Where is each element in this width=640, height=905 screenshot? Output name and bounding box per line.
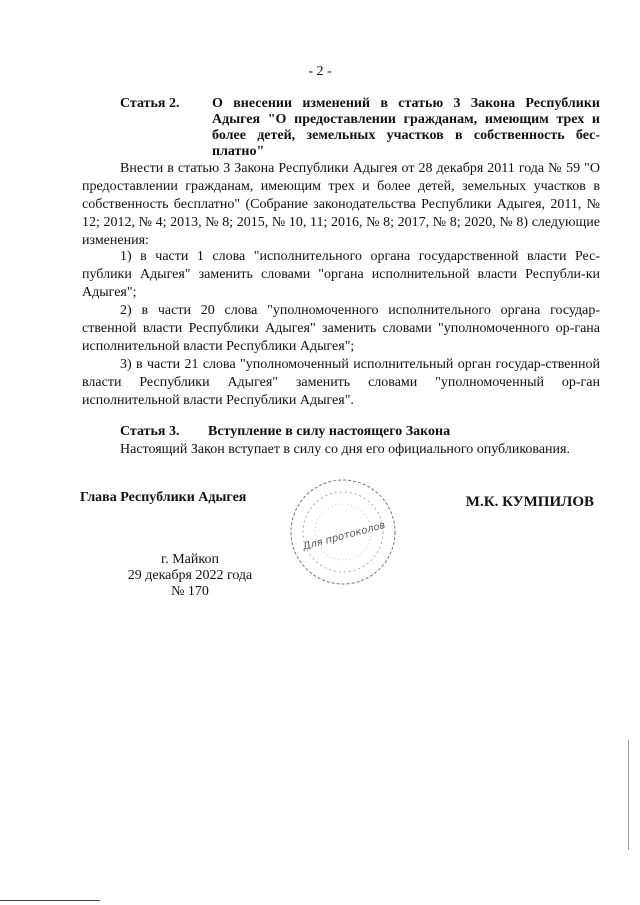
- signer-title: Глава Республики Адыгея: [80, 490, 247, 505]
- article-3-text: Настоящий Закон вступает в силу со дня его официального опубликования.: [120, 442, 570, 457]
- article-2-item-1: 1) в части 1 слова "исполнительного органа государственной власти Рес-публики Адыгея" заменить словами "органа исполнительной власти Республи-ки Адыгея";: [82, 249, 600, 300]
- law-number: № 170: [171, 584, 209, 599]
- article-2-item-3: 3) в части 21 слова "уполномоченный исполнительный орган государ-ственной власти Республики Адыгея" заменить словами "уполномоченный ор-ган исполнительной власти Республики Адыгея".: [82, 357, 600, 408]
- place-date-block: [80, 552, 300, 600]
- office-stamp: [288, 477, 398, 587]
- article-2-title: О внесении изменений в статью 3 Закона Республики Адыгея "О предоставлении гражданам, имеющим трех и более детей, земельных участков в собственность бес-платно": [212, 96, 600, 159]
- signer-name: М.К. КУМПИЛОВ: [465, 494, 594, 510]
- law-date: 29 декабря 2022 года: [127, 568, 253, 583]
- scan-margin-line: [628, 740, 629, 850]
- place-city: г. Майкоп: [161, 552, 219, 567]
- stamp-text: Для протоколов: [301, 520, 387, 553]
- article-2-heading: [82, 96, 602, 160]
- article-3-heading: [82, 424, 602, 440]
- article-2-item-2: 2) в части 20 слова "уполномоченного исполнительного органа государ-ственной власти Республики Адыгея" заменить словами "уполномоченного ор-гана исполнительной власти Республики Адыгея";: [82, 303, 600, 354]
- article-3-title: Вступление в силу настоящего Закона: [208, 424, 451, 439]
- page-number: - 2 -: [308, 64, 332, 79]
- article-2-label: Статья 2.: [120, 96, 180, 111]
- article-2-intro: Внести в статью 3 Закона Республики Адыгея от 28 декабря 2011 года № 59 "О предоставлении гражданам, имеющим трех и более детей, земельных участков в собственность бесплатно" (Собрание законодательства Республики Адыгея, 2011, № 12; 2012, № 4; 2013, № 8; 2015, № 10, 11; 2016, № 8; 2017, № 8; 2020, № 8) следующие изменения:: [82, 161, 600, 248]
- article-3-label: Статья 3.: [120, 424, 180, 439]
- footnote-rule: [0, 900, 100, 901]
